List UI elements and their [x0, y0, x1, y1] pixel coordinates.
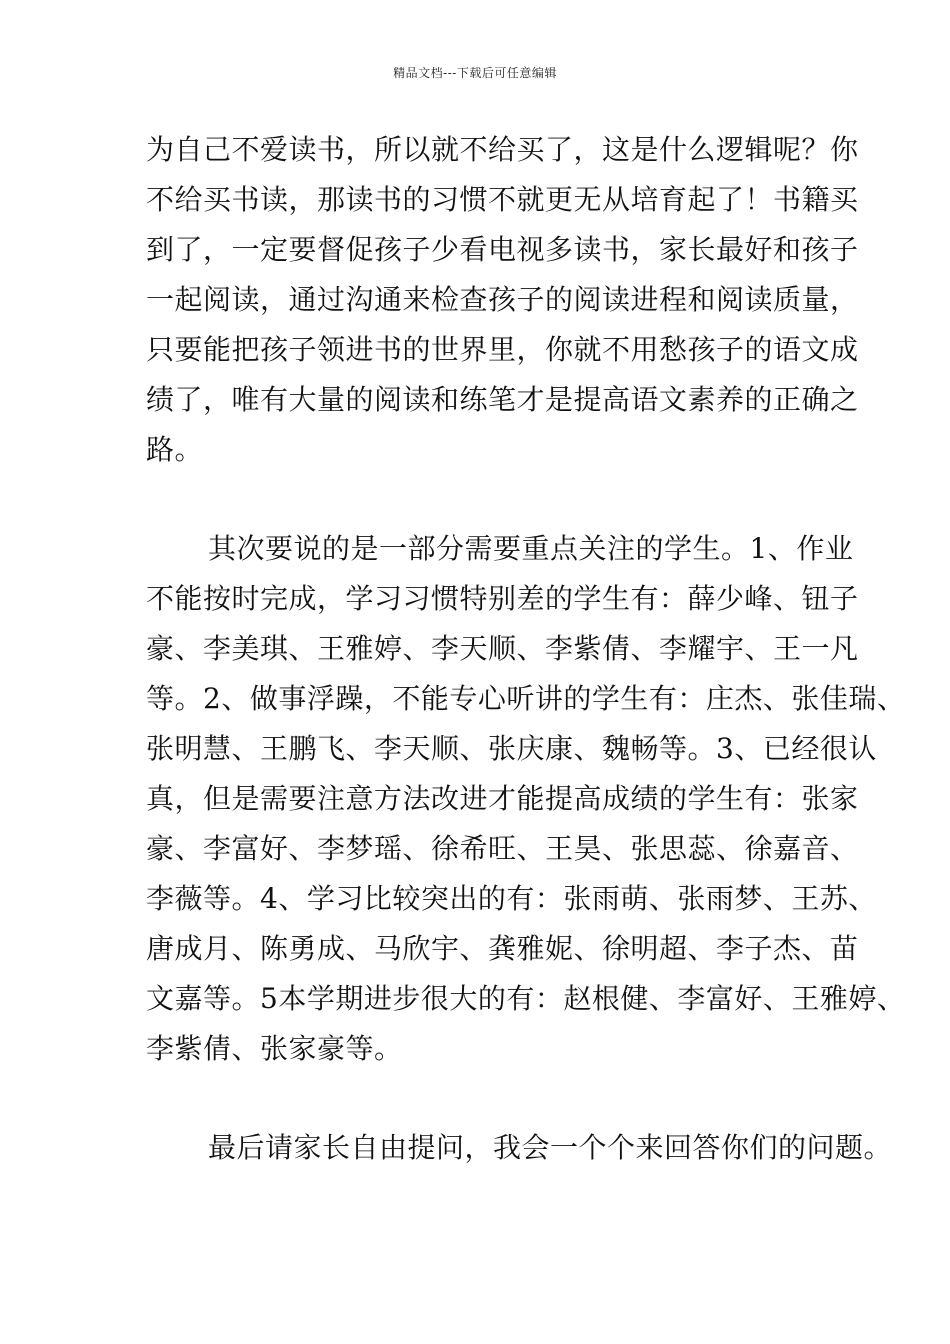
text-line: 一起阅读，通过沟通来检查孩子的阅读进程和阅读质量， — [146, 283, 859, 316]
text-line: 真，但是需要注意方法改进才能提高成绩的学生有：张家 — [146, 782, 859, 815]
text-line: 李紫倩、张家豪等。 — [146, 1032, 403, 1065]
text-line: 豪、李富好、李梦瑶、徐希旺、王昊、张思蕊、徐嘉音、 — [146, 832, 859, 865]
text-line: 只要能把孩子领进书的世界里，你就不用愁孩子的语文成 — [146, 333, 859, 366]
text-line: 豪、李美琪、王雅婷、李天顺、李紫倩、李耀宇、王一凡 — [146, 632, 859, 665]
text-line: 张明慧、王鹏飞、李天顺、张庆康、魏畅等。3、已经很认 — [146, 732, 877, 765]
text-line: 到了，一定要督促孩子少看电视多读书，家长最好和孩子 — [146, 233, 859, 266]
text-line: 最后请家长自由提问，我会一个个来回答你们的问题。 — [208, 1131, 893, 1164]
text-line: 不能按时完成，学习习惯特别差的学生有：薛少峰、钮子 — [146, 582, 859, 615]
text-line: 李薇等。4、学习比较突出的有：张雨萌、张雨梦、王苏、 — [146, 882, 877, 915]
page-header: 精品文档---下载后可任意编辑 — [393, 66, 557, 80]
text-line: 绩了，唯有大量的阅读和练笔才是提高语文素养的正确之 — [146, 383, 859, 416]
text-line: 文嘉等。5本学期进步很大的有：赵根健、李富好、王雅婷、 — [146, 982, 906, 1015]
text-line: 路。 — [146, 433, 204, 466]
text-line: 为自己不爱读书，所以就不给买了，这是什么逻辑呢？你 — [146, 133, 859, 166]
text-line: 唐成月、陈勇成、马欣宇、龚雅妮、徐明超、李子杰、苗 — [146, 932, 859, 965]
text-line: 不给买书读，那读书的习惯不就更无从培育起了！书籍买 — [146, 183, 859, 216]
text-line: 其次要说的是一部分需要重点关注的学生。1、作业 — [208, 532, 854, 565]
text-line: 等。2、做事浮躁，不能专心听讲的学生有：庄杰、张佳瑞、 — [146, 682, 906, 715]
